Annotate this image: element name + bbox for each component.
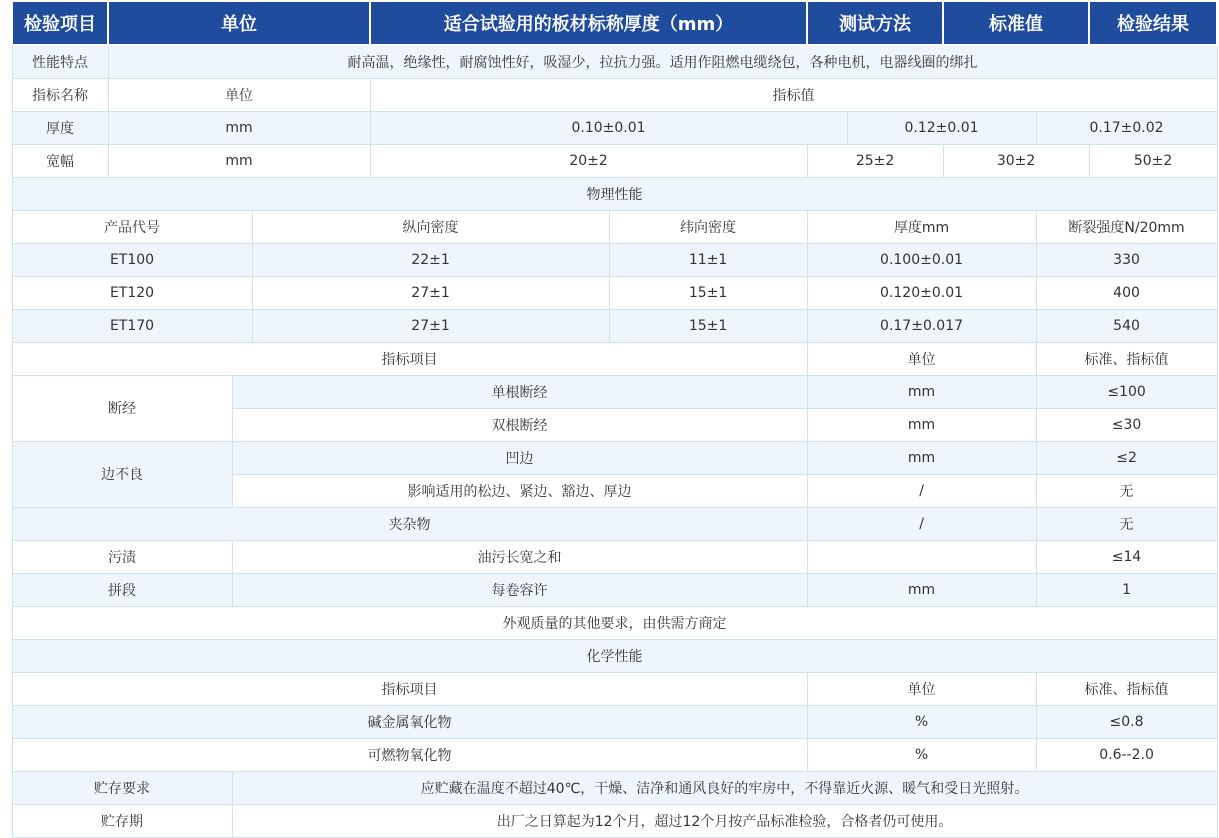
- item-value: 0.6--2.0: [1036, 738, 1217, 771]
- item-name: 凹边: [232, 441, 807, 474]
- chemical-col-value: 标准、指标值: [1036, 672, 1217, 705]
- item-value: 无: [1036, 507, 1217, 540]
- thickness-value: 0.17±0.02: [1036, 111, 1217, 144]
- physical-cell: 15±1: [609, 276, 807, 309]
- physical-col-strength: 断裂强度N/20mm: [1036, 210, 1217, 243]
- table-row: [12, 705, 1217, 738]
- physical-cell: 11±1: [609, 243, 807, 276]
- item-name: 夹杂物: [12, 507, 807, 540]
- table-row: [12, 507, 1217, 540]
- item-name: 单根断经: [232, 375, 807, 408]
- section-title-row: [12, 639, 1217, 672]
- physical-cell: 15±1: [609, 309, 807, 342]
- item-name: 碱金属氧化物: [12, 705, 807, 738]
- item-value: 1: [1036, 573, 1217, 606]
- table-row: [12, 243, 1217, 276]
- physical-cell: 27±1: [252, 309, 609, 342]
- item-unit: mm: [807, 441, 1036, 474]
- table-row: [12, 78, 1217, 111]
- table-row: [12, 573, 1217, 606]
- physical-cell: ET120: [12, 276, 252, 309]
- item-name: 油污长宽之和: [232, 540, 807, 573]
- chemical-title: 化学性能: [12, 639, 1217, 672]
- appearance-col-value: 标准、指标值: [1036, 342, 1217, 375]
- item-name: 可燃物氧化物: [12, 738, 807, 771]
- header-standard: 标准值: [943, 1, 1089, 45]
- table-row: [12, 375, 1217, 408]
- item-name: 每卷容许: [232, 573, 807, 606]
- item-name: 影响适用的松边、紧边、豁边、厚边: [232, 474, 807, 507]
- thickness-unit: mm: [108, 111, 370, 144]
- physical-cell: 27±1: [252, 276, 609, 309]
- item-unit: %: [807, 705, 1036, 738]
- item-unit: mm: [807, 573, 1036, 606]
- broken-warp-label: 断经: [12, 375, 232, 441]
- features-label: 性能特点: [12, 45, 108, 78]
- physical-cell: 330: [1036, 243, 1217, 276]
- spec-name-label: 指标名称: [12, 78, 108, 111]
- item-unit: /: [807, 474, 1036, 507]
- item-unit: [807, 540, 1036, 573]
- item-value: ≤14: [1036, 540, 1217, 573]
- table-header-row: [12, 1, 1217, 45]
- chemical-col-item: 指标项目: [12, 672, 807, 705]
- header-thickness: 适合试验用的板材标称厚度（mm）: [370, 1, 807, 45]
- stain-label: 污渍: [12, 540, 232, 573]
- physical-title: 物理性能: [12, 177, 1217, 210]
- appearance-note: 外观质量的其他要求，由供需方商定: [12, 606, 1217, 639]
- width-value: 50±2: [1089, 144, 1217, 177]
- thickness-value: 0.12±0.01: [847, 111, 1036, 144]
- storage-req-label: 贮存要求: [12, 771, 232, 804]
- thickness-label: 厚度: [12, 111, 108, 144]
- header-method: 测试方法: [807, 1, 943, 45]
- physical-cell: ET100: [12, 243, 252, 276]
- table-row: [12, 144, 1217, 177]
- thickness-value: 0.10±0.01: [370, 111, 847, 144]
- item-value: ≤30: [1036, 408, 1217, 441]
- storage-req-text: 应贮藏在温度不超过40℃，干燥、洁净和通风良好的牢房中，不得靠近火源、暖气和受日光照射。: [232, 771, 1217, 804]
- physical-cell: 540: [1036, 309, 1217, 342]
- table-row: [12, 210, 1217, 243]
- item-value: ≤2: [1036, 441, 1217, 474]
- spec-value-label: 指标值: [370, 78, 1217, 111]
- item-unit: mm: [807, 375, 1036, 408]
- physical-col-thickness: 厚度mm: [807, 210, 1036, 243]
- width-value: 30±2: [943, 144, 1089, 177]
- width-label: 宽幅: [12, 144, 108, 177]
- table-row: [12, 804, 1217, 837]
- width-value: 25±2: [807, 144, 943, 177]
- physical-cell: ET170: [12, 309, 252, 342]
- bad-edge-label: 边不良: [12, 441, 232, 507]
- width-unit: mm: [108, 144, 370, 177]
- item-unit: /: [807, 507, 1036, 540]
- item-name: 双根断经: [232, 408, 807, 441]
- header-item: 检验项目: [12, 1, 108, 45]
- storage-period-label: 贮存期: [12, 804, 232, 837]
- physical-col-warp-density: 纵向密度: [252, 210, 609, 243]
- physical-col-weft-density: 纬向密度: [609, 210, 807, 243]
- appearance-col-item: 指标项目: [12, 342, 807, 375]
- splice-label: 拼段: [12, 573, 232, 606]
- table-row: [12, 771, 1217, 804]
- spec-table: [11, 0, 1218, 838]
- header-result: 检验结果: [1089, 1, 1217, 45]
- table-row: [12, 738, 1217, 771]
- physical-col-code: 产品代号: [12, 210, 252, 243]
- table-row: [12, 441, 1217, 474]
- header-unit: 单位: [108, 1, 370, 45]
- table-row: [12, 111, 1217, 144]
- table-row: [12, 540, 1217, 573]
- table-row: [12, 276, 1217, 309]
- table-row: [12, 672, 1217, 705]
- physical-cell: 0.100±0.01: [807, 243, 1036, 276]
- table-row: [12, 342, 1217, 375]
- spec-unit-label: 单位: [108, 78, 370, 111]
- table-row: [12, 45, 1217, 78]
- features-text: 耐高温，绝缘性，耐腐蚀性好，吸湿少，拉抗力强。适用作阻燃电缆绕包，各种电机，电器线圈的绑扎: [108, 45, 1217, 78]
- item-value: ≤0.8: [1036, 705, 1217, 738]
- physical-cell: 0.120±0.01: [807, 276, 1036, 309]
- storage-period-text: 出厂之日算起为12个月，超过12个月按产品标准检验，合格者仍可使用。: [232, 804, 1217, 837]
- appearance-col-unit: 单位: [807, 342, 1036, 375]
- physical-cell: 22±1: [252, 243, 609, 276]
- chemical-col-unit: 单位: [807, 672, 1036, 705]
- physical-cell: 400: [1036, 276, 1217, 309]
- width-value: 20±2: [370, 144, 807, 177]
- item-unit: mm: [807, 408, 1036, 441]
- table-row: [12, 309, 1217, 342]
- physical-cell: 0.17±0.017: [807, 309, 1036, 342]
- table-row: [12, 606, 1217, 639]
- item-unit: %: [807, 738, 1036, 771]
- section-title-row: [12, 177, 1217, 210]
- item-value: ≤100: [1036, 375, 1217, 408]
- item-value: 无: [1036, 474, 1217, 507]
